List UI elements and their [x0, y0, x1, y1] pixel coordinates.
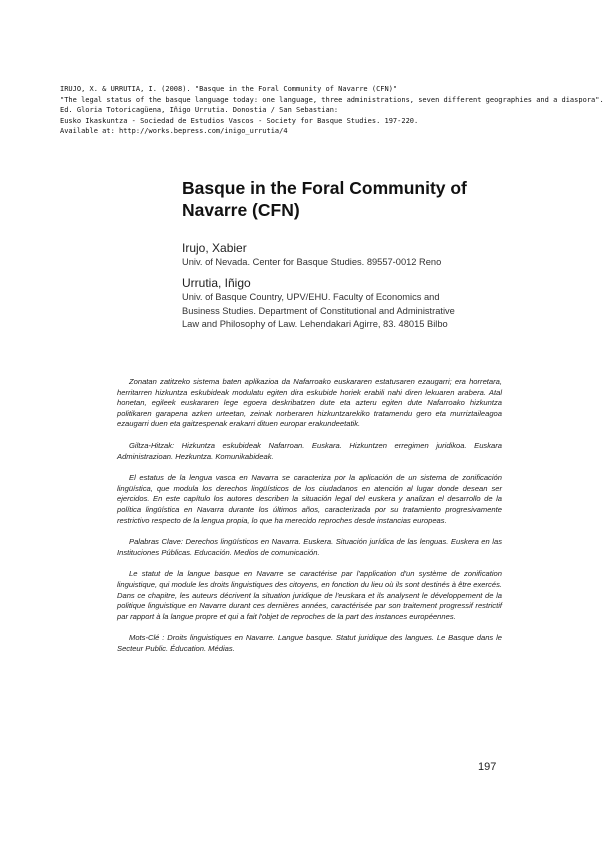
abstract-french: Le statut de la langue basque en Navarre se caractérise par l'application d'un système de zonification linguistique, qui module les droits linguistiques des citoyens, en fonction du lieu où ils sont destinés à être exercés. Dans ce chapitre, les auteurs décrivent la situation juridique de l'euskara et ils analysent le développement de la politique linguistique en Navarre durant ces dernières années, caractérisée par son traitement progressif restrictif par rapport à la langue propre et qui a fait l'objet de reproches de la part des instances européennes.: [117, 569, 502, 621]
author-name: Irujo, Xabier: [182, 241, 247, 255]
title-line: Basque in the Foral Community of: [182, 178, 467, 198]
paper-title: [182, 177, 562, 221]
keywords-basque: Giltza-Hitzak: Hizkuntza eskubideak Nafarroan. Euskara. Hizkuntzen erregimen juridikoa. Euskara Administrazioan. Hezkuntza. Komunikabideak.: [117, 440, 502, 461]
author-affiliation: Univ. of Nevada. Center for Basque Studies. 89557-0012 Reno: [182, 257, 442, 267]
abstracts-section: [117, 377, 502, 665]
abstract-basque: Zonatan zatitzeko sistema baten aplikazioa da Nafarroako euskararen estatusaren ezaugarri; era horretara, herritarren hizkuntza eskubideak modulatu egiten dira eskubide horiek erabili nahi diren lekuaren arabera. Atal honetan, egileek euskararen lege egoera deskribatzen dute eta azteru egiten dute Nafarroako hizkuntza politikaren garapena azken urteetan, zeinak norberaren hizkuntzarekiko tratamendu gero eta murriztaileagoa ezaugarri duen eta gaitzespenak erakarri dituen europar erakundeetatik.: [117, 377, 502, 429]
citation-link[interactable]: Available at: http://works.bepress.com/inigo_urrutia/4: [60, 127, 288, 135]
abstract-spanish: El estatus de la lengua vasca en Navarra se caracteriza por la aplicación de un sistema de zonificación lingüística, que modula los derechos lingüísticos de los ciudadanos en atención al lugar donde desean ser ejercidos. En este capítulo los autores describen la situación legal del euskera y analizan el desarrollo de la política lingüística en Navarra durante los últimos años, caracterizada por su tratamiento progresivamente restrictivo respecto de la lengua propia, lo que ha merecido reproches desde instancias europeas.: [117, 473, 502, 525]
keywords-french: Mots-Clé : Droits linguistiques en Navarre. Langue basque. Statut juridique des langues. Le Basque dans le Secteur Public. Éducation. Médias.: [117, 633, 502, 653]
author-affiliation: Business Studies. Department of Constitutional and Administrative: [182, 305, 455, 316]
page-number: 197: [478, 761, 497, 773]
keywords-spanish: Palabras Clave: Derechos lingüísticos en Navarra. Euskera. Situación jurídica de las lenguas. Euskera en las Instituciones Públicas. Educación. Medios de comunicación.: [117, 537, 502, 557]
author-block-irujo: [182, 240, 522, 270]
citation-line: "The legal status of the basque language today: one language, three administrations, seven different geographies and a diaspora".: [60, 95, 604, 104]
author-affiliation: Law and Philosophy of Law. Lehendakari Agirre, 83. 48015 Bilbo: [182, 319, 448, 329]
author-affiliation: Univ. of Basque Country, UPV/EHU. Faculty of Economics and: [182, 292, 440, 302]
citation-line: Ed. Gloria Totoricagüena, Iñigo Urrutia. Donostia / San Sebastian:: [60, 106, 339, 114]
title-line: Navarre (CFN): [182, 200, 300, 220]
citation-line: IRUJO, X. & URRUTIA, I. (2008). "Basque in the Foral Community of Navarre (CFN)": [60, 85, 398, 93]
citation-block: [60, 84, 604, 137]
author-block-urrutia: [182, 275, 522, 332]
citation-line: Eusko Ikaskuntza - Sociedad de Estudios Vascos - Society for Basque Studies. 197-220.: [60, 116, 419, 125]
author-name: Urrutia, Iñigo: [182, 276, 251, 290]
